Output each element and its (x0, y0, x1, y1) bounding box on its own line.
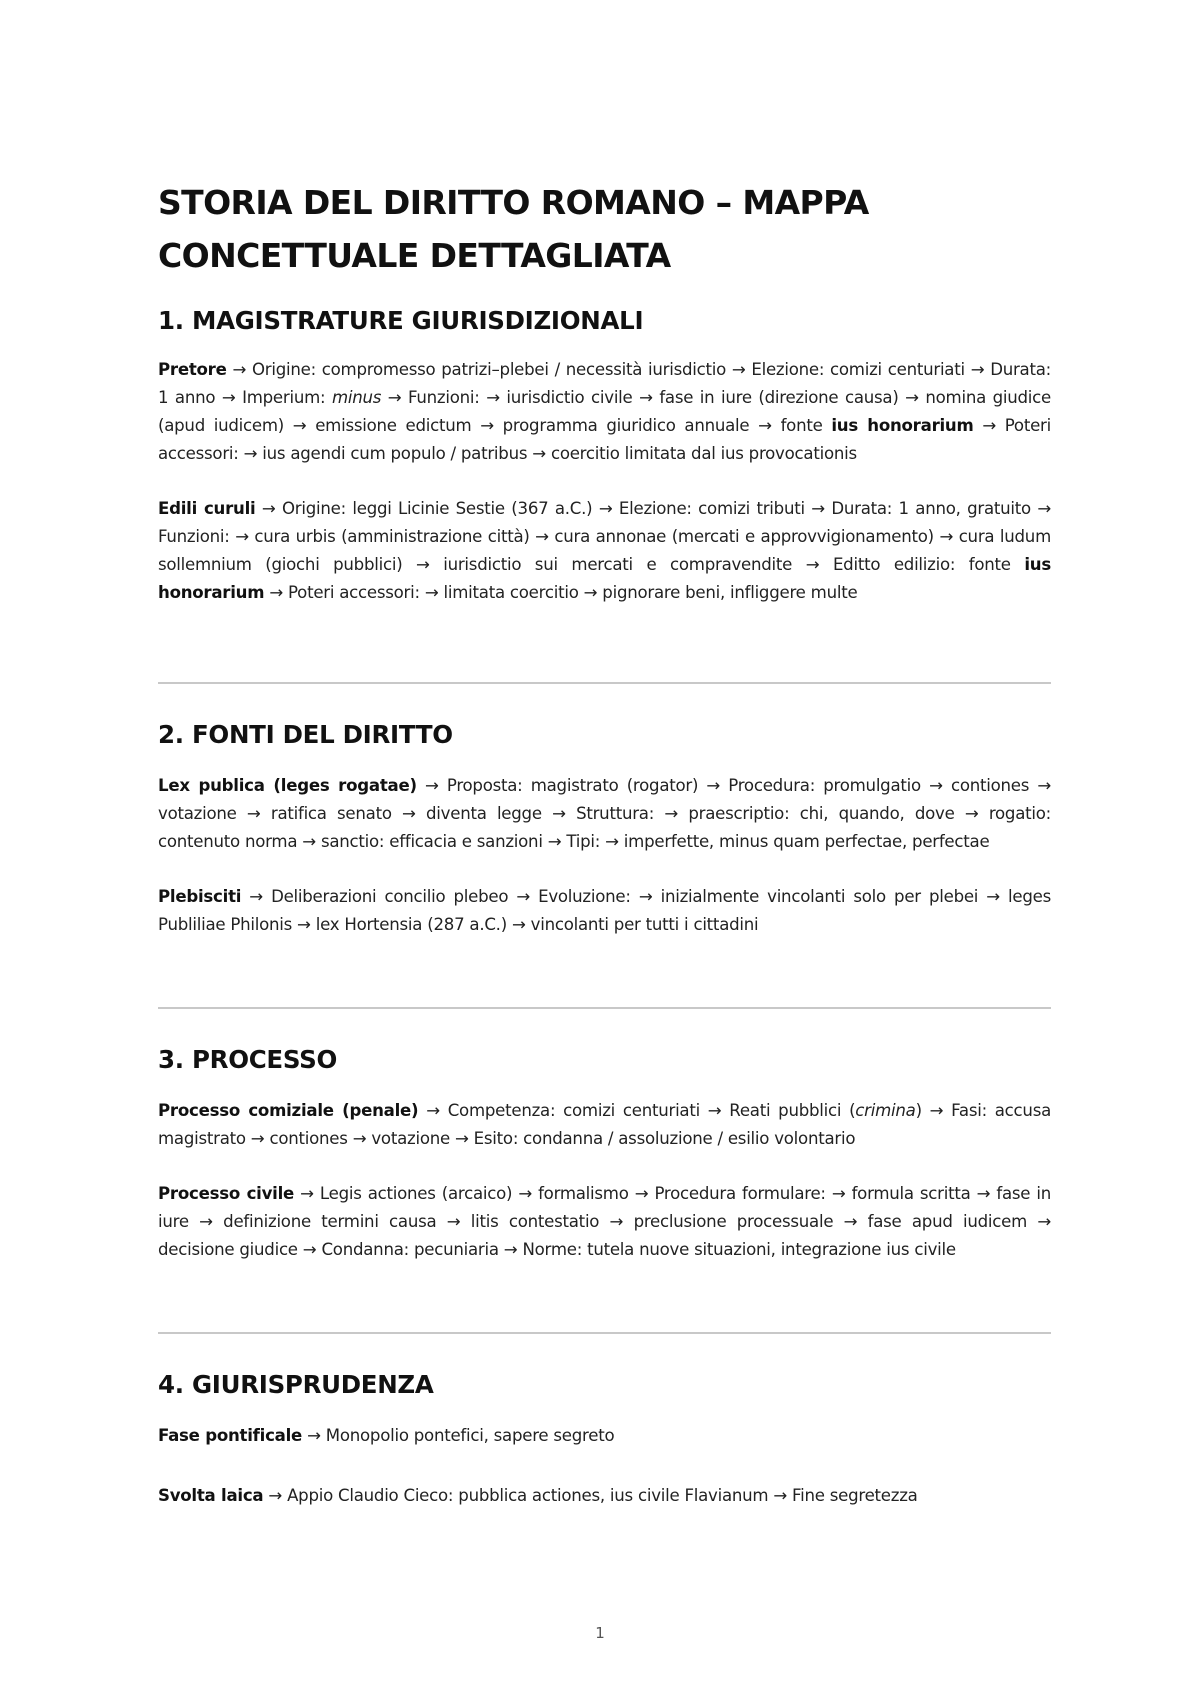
section-heading: 4. GIURISPRUDENZA (158, 1370, 434, 1399)
page-number: 1 (595, 1624, 605, 1642)
section-magistrature (158, 304, 1051, 607)
entry-term: Processo comiziale (penale) (158, 1101, 419, 1120)
entry-edili-curuli (158, 495, 1051, 607)
entry-term: Pretore (158, 360, 227, 379)
section-fonti (158, 718, 1051, 939)
entry-text: → Competenza: comizi centuriati → Reati pubblici ( (418, 1101, 856, 1120)
entry-svolta-laica (158, 1482, 1051, 1510)
entry-processo-civile (158, 1180, 1051, 1264)
entry-term: Fase pontificale (158, 1426, 303, 1445)
entry-text: → Deliberazioni concilio plebeo → Evoluzione: → inizialmente vincolanti solo per plebei → leges Publiliae Philonis → lex Hortensia (287 a.C.) → vincolanti per tutti i cittadini (158, 887, 1051, 934)
entry-plebisciti (158, 883, 1051, 939)
entry-text: ) → Fasi: accusa magistrato → contiones → votazione → Esito: condanna / assoluzione / esilio volontario (158, 1101, 1052, 1148)
entry-pretore (158, 356, 1051, 468)
entry-text: → Legis actiones (arcaico) → formalismo → Procedura formulare: → formula scritta → fase in iure → definizione termini causa → litis contestatio → preclusione processuale → fase apud iudicem → decisione giudice → Condanna: pecuniaria → Norme: tutela nuove situazioni, integrazione ius civile (158, 1184, 1051, 1259)
entry-bold-term: ius honorarium (831, 416, 974, 435)
section-heading: 2. FONTI DEL DIRITTO (158, 720, 453, 749)
entry-text: → Poteri accessori: → ius agendi cum populo / patribus → coercitio limitata dal ius provocationis (158, 416, 1051, 463)
entry-text: → Funzioni: → iurisdictio civile → fase in iure (direzione causa) → nomina giudice (apud iudicem) → emissione edictum → programma giuridico annuale → fonte (158, 388, 1051, 435)
entry-term: Svolta laica (158, 1486, 264, 1505)
entry-text: → Proposta: magistrato (rogator) → Procedura: promulgatio → contiones → votazione → ratifica senato → diventa legge → Struttura: → praescriptio: chi, quando, dove → rogatio: contenuto norma → sanctio: efficacia e sanzioni → Tipi: → imperfette, minus quam perfectae, perfectae (158, 776, 1051, 851)
entry-term: Processo civile (158, 1184, 295, 1203)
entry-processo-comiziale (158, 1097, 1051, 1153)
entry-bold-term: ius honorarium (158, 555, 1051, 602)
section-divider (158, 1332, 1051, 1334)
section-heading: 1. MAGISTRATURE GIURISDIZIONALI (158, 306, 644, 335)
entry-text: → Origine: compromesso patrizi–plebei / necessità iurisdictio → Elezione: comizi centuriati → Durata: 1 anno → Imperium: (158, 360, 1051, 407)
section-heading: 3. PROCESSO (158, 1045, 337, 1074)
section-divider (158, 682, 1051, 684)
entry-emphasis: minus (331, 388, 382, 407)
entry-text: → Appio Claudio Cieco: pubblica actiones, ius civile Flavianum → Fine segretezza (263, 1486, 918, 1505)
section-divider (158, 1007, 1051, 1009)
entry-term: Edili curuli (158, 499, 256, 518)
entry-text: → Monopolio pontefici, sapere segreto (302, 1426, 615, 1445)
entry-term: Plebisciti (158, 887, 242, 906)
entry-fase-pontificale (158, 1422, 1051, 1450)
entry-term: Lex publica (leges rogatae) (158, 776, 417, 795)
entry-text: → Origine: leggi Licinie Sestie (367 a.C.) → Elezione: comizi tributi → Durata: 1 anno, gratuito → Funzioni: → cura urbis (amministrazione città) → cura annonae (mercati e approvvigionamento) → cura ludum sollemnium (giochi pubblici) → iurisdictio sui mercati e compravendite → Editto edilizio: fonte (158, 499, 1052, 574)
entry-text: → Poteri accessori: → limitata coercitio → pignorare beni, infliggere multe (264, 583, 858, 602)
entry-lex-publica (158, 772, 1051, 856)
section-processo (158, 1043, 1051, 1264)
document-title: STORIA DEL DIRITTO ROMANO – MAPPA CONCETTUALE DETTAGLIATA (158, 183, 869, 275)
section-giurisprudenza (158, 1368, 1051, 1510)
entry-emphasis: crimina (855, 1101, 916, 1120)
